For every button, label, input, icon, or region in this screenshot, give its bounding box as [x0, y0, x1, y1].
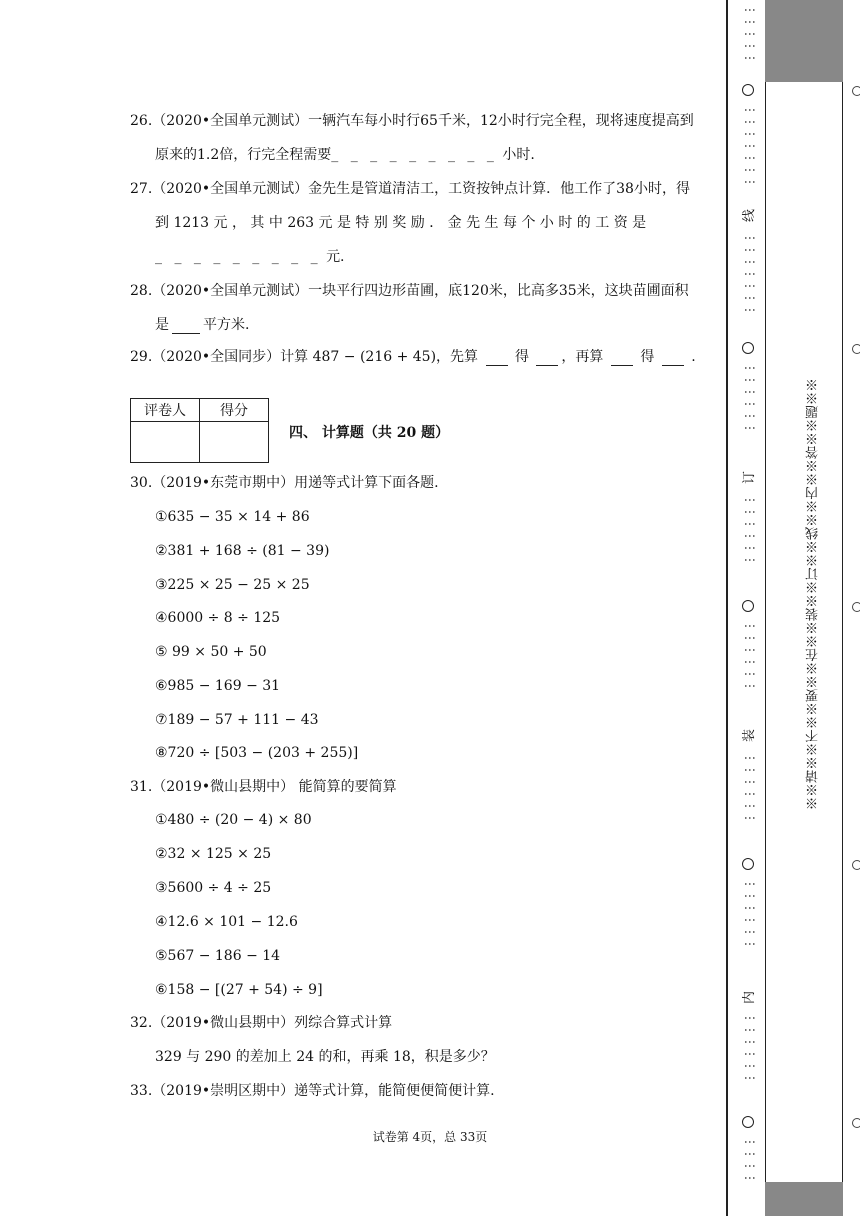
q30-item: ⑦189 − 57 + 111 − 43: [155, 712, 319, 728]
q30-item: ②381 + 168 ÷ (81 − 39): [155, 543, 330, 559]
q31-title: 31.（2019•微山县期中） 能简算的要简算: [130, 779, 397, 795]
edge-circle-icon: [852, 86, 860, 96]
q29-line: [130, 348, 696, 366]
q26-line2: [155, 146, 535, 164]
binding-char-nei: 内: [742, 990, 758, 1005]
q31-item: ③5600 ÷ 4 ÷ 25: [155, 880, 272, 896]
q32-body: 329 与 290 的差加上 24 的和，再乘 18，积是多少？: [155, 1049, 495, 1065]
q31-item: ⑤567 − 186 − 14: [155, 948, 281, 964]
binding-line: [726, 0, 728, 1216]
binding-circle-icon: [742, 600, 754, 612]
q29-de-2: 得: [640, 349, 655, 365]
binding-dots: ⋮⋮⋮⋮⋮⋮: [743, 1012, 757, 1084]
binding-dots: ⋮⋮⋮⋮⋮⋮⋮: [743, 104, 757, 188]
q29-blank-1[interactable]: [486, 351, 508, 366]
edge-circle-icon: [852, 602, 860, 612]
binding-warning-text: ※※请※※不※※要※※在※※装※※订※※线※※内※※答※※题※※: [806, 378, 821, 810]
binding-dots: ⋮⋮⋮⋮⋮⋮: [743, 362, 757, 434]
score-table-grader-header: 评卷人: [131, 399, 200, 422]
binding-dots: ⋮⋮⋮⋮⋮⋮: [743, 878, 757, 950]
q27-line1: 27.（2020•全国单元测试）金先生是管道清洁工，工资按钟点计算．他工作了38小时，得: [130, 181, 690, 197]
binding-char-ding: 订: [742, 470, 758, 485]
q31-item: ④12.6 × 101 − 12.6: [155, 914, 298, 930]
binding-dots: ⋮⋮⋮⋮: [743, 1136, 757, 1184]
binding-dots: ⋮⋮⋮⋮⋮⋮: [743, 752, 757, 824]
q28-line2: [155, 316, 249, 334]
q28-line2-post: 平方米.: [203, 317, 250, 333]
q30-item: ④6000 ÷ 8 ÷ 125: [155, 610, 281, 626]
page-footer: 试卷第 4页，总 33页: [372, 1130, 488, 1144]
q31-item: ②32 × 125 × 25: [155, 846, 272, 862]
q27-line2: 到 1213 元 ， 其 中 263 元 是 特 别 奖 励 ． 金 先 生 每 个 小 时 的 工 资 是: [155, 215, 647, 231]
score-table-score-header: 得分: [200, 399, 269, 422]
q28-line1: 28.（2020•全国单元测试）一块平行四边形苗圃，底120米，比高多35米，这块苗圃面积: [130, 283, 689, 299]
binding-gray-top: [765, 0, 843, 82]
binding-dots: ⋮⋮⋮⋮⋮: [743, 4, 757, 64]
edge-circle-icon: [852, 1118, 860, 1128]
binding-char-zhuang: 装: [742, 728, 758, 743]
q29-mid: ，再算: [561, 349, 604, 365]
edge-circle-icon: [852, 344, 860, 354]
q28-line2-pre: 是: [155, 317, 169, 333]
binding-dots: ⋮⋮⋮⋮⋮⋮: [743, 620, 757, 692]
q27-answer-blank[interactable]: _ _ _ _ _ _ _ _ _: [155, 249, 322, 265]
q27-line3: [155, 248, 345, 266]
q29-blank-2[interactable]: [536, 351, 558, 366]
edge-circle-icon: [852, 860, 860, 870]
q32-title: 32.（2019•微山县期中）列综合算式计算: [130, 1015, 393, 1031]
q31-item: ⑥158 − [(27 + 54) ÷ 9]: [155, 982, 323, 998]
binding-circle-icon: [742, 858, 754, 870]
q31-item: ①480 ÷ (20 − 4) × 80: [155, 812, 312, 828]
q29-blank-3[interactable]: [611, 351, 633, 366]
binding-gray-bottom: [765, 1182, 843, 1216]
binding-circle-icon: [742, 342, 754, 354]
q30-item: ①635 − 35 × 14 + 86: [155, 509, 310, 525]
q27-line3-post: 元.: [326, 249, 345, 265]
q30-item: ⑤ 99 × 50 + 50: [155, 644, 267, 660]
q26-line2-post: 小时.: [502, 147, 535, 163]
q26-answer-blank[interactable]: _ _ _ _ _ _ _ _ _: [331, 147, 498, 163]
q29-text-pre: 29.（2020•全国同步）计算 487 − (216 + 45)，先算: [130, 349, 479, 365]
binding-dots: ⋮⋮⋮⋮⋮⋮: [743, 494, 757, 566]
binding-dots: ⋮⋮⋮⋮⋮⋮⋮: [743, 232, 757, 316]
score-table: [130, 398, 269, 463]
q30-item: ⑧720 ÷ [503 − (203 + 255)]: [155, 745, 359, 761]
section-title: 四、 计算题（共 20 题）: [289, 425, 450, 441]
q29-de-1: 得: [514, 349, 529, 365]
q26-line2-pre: 原来的1.2倍，行完全程需要: [155, 147, 332, 163]
binding-char-xian: 线: [742, 208, 758, 223]
q26-line1: 26.（2020•全国单元测试）一辆汽车每小时行65千米，12小时行完全程，现将速度提高到: [130, 113, 694, 129]
q29-end: .: [691, 349, 696, 365]
q28-answer-blank[interactable]: [172, 319, 200, 334]
score-table-grader-cell[interactable]: [131, 422, 200, 463]
q30-title: 30.（2019•东莞市期中）用递等式计算下面各题.: [130, 475, 439, 491]
q33-title: 33.（2019•崇明区期中）递等式计算，能简便便简便计算.: [130, 1083, 495, 1099]
q30-item: ③225 × 25 − 25 × 25: [155, 577, 310, 593]
q30-item: ⑥985 − 169 − 31: [155, 678, 281, 694]
binding-circle-icon: [742, 84, 754, 96]
q29-blank-4[interactable]: [662, 351, 684, 366]
score-table-score-cell[interactable]: [200, 422, 269, 463]
binding-circle-icon: [742, 1116, 754, 1128]
